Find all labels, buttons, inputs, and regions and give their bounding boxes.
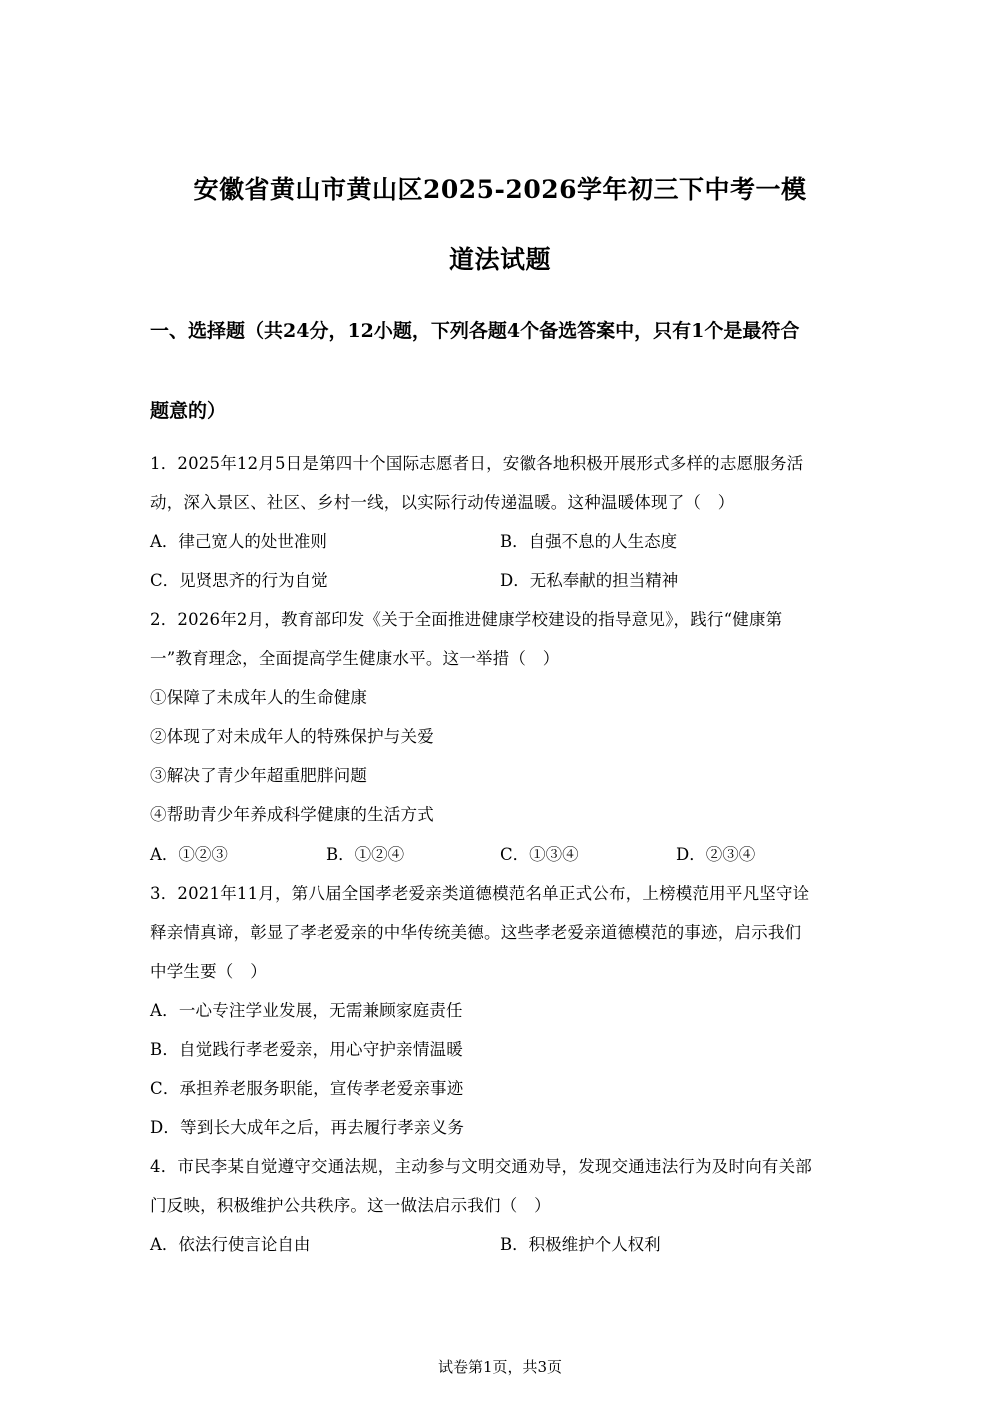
question-2-item: ④帮助青少年养成科学健康的生活方式 <box>150 805 434 824</box>
question-2-item: ②体现了对未成年人的特殊保护与关爱 <box>150 727 434 746</box>
question-4-option-a: A．依法行使言论自由 <box>150 1235 311 1254</box>
question-2-option-c: C．①③④ <box>500 845 579 864</box>
question-1-stem: 1．2025年12月5日是第四十个国际志愿者日，安徽各地积极开展形式多样的志愿服务活 <box>150 454 804 473</box>
question-2-stem: 2．2026年2月，教育部印发《关于全面推进健康学校建设的指导意见》，践行“健康第 <box>150 610 783 629</box>
question-3-option-a: A．一心专注学业发展，无需兼顾家庭责任 <box>150 1001 463 1020</box>
section-heading: 一、选择题（共24分，12小题，下列各题4个备选答案中，只有1个是最符合 <box>150 320 800 342</box>
section-heading-cont: 题意的） <box>150 400 227 422</box>
question-1-option-d: D．无私奉献的担当精神 <box>500 571 679 590</box>
question-1-option-c: C．见贤思齐的行为自觉 <box>150 571 328 590</box>
question-2-item: ③解决了青少年超重肥胖问题 <box>150 766 368 785</box>
question-2-option-d: D．②③④ <box>676 845 756 864</box>
exam-title: 安徽省黄山市黄山区2025-2026学年初三下中考一模 <box>193 175 807 204</box>
question-4-stem: 4．市民李某自觉遵守交通法规，主动参与文明交通劝导，发现交通违法行为及时向有关部 <box>150 1157 812 1176</box>
question-4-option-b: B．积极维护个人权利 <box>500 1235 661 1254</box>
question-1-stem: 动，深入景区、社区、乡村一线，以实际行动传递温暖。这种温暖体现了（ ） <box>150 493 735 512</box>
question-2-item: ①保障了未成年人的生命健康 <box>150 688 368 707</box>
question-3-stem: 释亲情真谛，彰显了孝老爱亲的中华传统美德。这些孝老爱亲道德模范的事迹，启示我们 <box>150 923 802 942</box>
question-4-stem: 门反映，积极维护公共秩序。这一做法启示我们（ ） <box>150 1196 551 1215</box>
question-3-stem: 中学生要（ ） <box>150 962 267 981</box>
page-footer: 试卷第1页，共3页 <box>437 1358 563 1376</box>
question-3-option-b: B．自觉践行孝老爱亲，用心守护亲情温暖 <box>150 1040 463 1059</box>
question-2-option-b: B．①②④ <box>326 845 405 864</box>
question-3-option-d: D．等到长大成年之后，再去履行孝亲义务 <box>150 1118 465 1137</box>
exam-subject-title: 道法试题 <box>448 245 551 274</box>
question-3-stem: 3．2021年11月，第八届全国孝老爱亲类道德模范名单正式公布，上榜模范用平凡坚守诠 <box>150 884 810 903</box>
question-3-option-c: C．承担养老服务职能，宣传孝老爱亲事迹 <box>150 1079 464 1098</box>
question-1-option-b: B．自强不息的人生态度 <box>500 532 678 551</box>
question-1-option-a: A．律己宽人的处世准则 <box>150 532 327 551</box>
question-2-option-a: A．①②③ <box>150 845 228 864</box>
question-2-stem: 一”教育理念，全面提高学生健康水平。这一举措（ ） <box>150 649 560 668</box>
